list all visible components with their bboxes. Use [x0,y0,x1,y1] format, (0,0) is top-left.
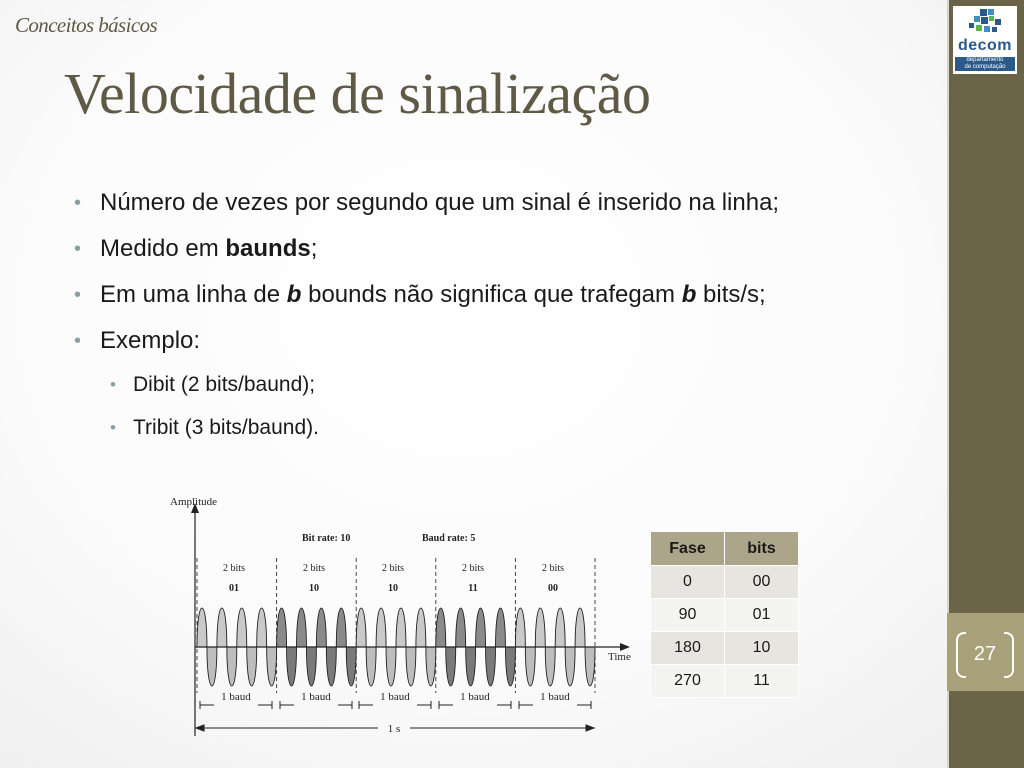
x-axis-label: Time [608,651,631,663]
wave-lobe [237,608,247,647]
wave-lobe [416,608,426,647]
x-axis-arrow [620,643,630,651]
logo-subtitle: departamento de computação [955,57,1015,71]
wave-lobe [486,647,496,686]
bullet-bold-term: baunds [225,235,311,262]
signal-diagram [160,488,640,744]
wave-lobe [426,647,436,686]
wave-lobe [287,647,297,686]
bullet-item [70,278,910,312]
wave-lobe [585,647,595,686]
bullet-italic-var: b [286,281,302,308]
bits-label: 2 bits [542,563,564,574]
table-row [651,599,799,632]
page-number: 27 [973,643,997,665]
bit-rate-label: Bit rate: 10 [302,533,351,544]
logo-name: decom [957,37,1013,54]
table-cell-bits: 11 [725,665,799,698]
slide-title: Velocidade de sinalização [64,61,651,126]
wave-lobe [366,647,376,686]
wave-lobe [505,647,515,686]
page-number-box [956,632,1014,676]
sub-bullet-item [70,370,910,400]
wave-lobe [555,608,565,647]
bullet-text: Exemplo: [100,327,201,354]
baud-label: 1 baud [460,691,490,703]
table-header-bits: bits [725,532,799,566]
wave-lobe [525,647,535,686]
wave-lobe [545,647,555,686]
wave-lobe [306,647,316,686]
wave-lobe [436,608,446,647]
wave-lobe [456,608,466,647]
baud-rate-label: Baud rate: 5 [422,533,476,544]
baud-label: 1 baud [301,691,331,703]
wave-lobe [277,608,287,647]
bullet-text: bounds não significa que trafegam [301,281,682,308]
table-cell-bits: 10 [725,632,799,665]
wave-lobe [466,647,476,686]
wave-lobe [197,608,207,647]
wave-lobe [227,647,237,686]
wave-lobe [207,647,217,686]
symbol-code: 11 [468,583,478,594]
wave-lobe [316,608,326,647]
bits-label: 2 bits [303,563,325,574]
baud-label: 1 baud [221,691,251,703]
table-cell-bits: 00 [725,566,799,599]
decom-logo [953,6,1017,74]
table-row [651,566,799,599]
table-cell-fase: 270 [651,665,725,698]
wave-lobe [267,647,277,686]
wave-lobe [496,608,506,647]
bullet-item [70,324,910,358]
wave-lobe [376,608,386,647]
wave-lobe [336,608,346,647]
symbol-code: 10 [309,583,319,594]
bullet-text: Em uma linha de [100,281,287,308]
wave-lobe [247,647,257,686]
bullet-list [70,186,910,456]
bullet-item [70,186,910,220]
table-header-fase: Fase [651,532,725,566]
wave-lobe [217,608,227,647]
table-row [651,632,799,665]
bits-label: 2 bits [462,563,484,574]
wave-lobe [257,608,267,647]
signal-waveform [197,558,595,693]
wave-lobe [446,647,456,686]
bits-label: 2 bits [223,563,245,574]
section-label: Conceitos básicos [15,13,158,37]
table-cell-fase: 180 [651,632,725,665]
wave-lobe [396,608,406,647]
wave-lobe [406,647,416,686]
symbol-code: 00 [548,583,558,594]
baud-label: 1 baud [380,691,410,703]
table-header-row [651,532,799,566]
phase-bits-table [650,531,799,698]
logo-mark-icon [967,8,1003,36]
wave-lobe [356,608,366,647]
bullet-text: bits/s; [696,281,766,308]
bullet-item [70,232,910,266]
wave-lobe [535,608,545,647]
wave-lobe [346,647,356,686]
y-axis-label: Amplitude [170,496,218,508]
sub-bullet-text: Tribit (3 bits/baund). [133,416,319,439]
table-row [651,665,799,698]
sub-bullet-item [70,413,910,443]
bullet-text: Número de vezes por segundo que um sinal é inserido na linha; [100,189,780,216]
wave-lobe [565,647,575,686]
symbol-code: 10 [388,583,398,594]
bullet-italic-var: b [681,281,697,308]
baud-label: 1 baud [540,691,570,703]
bullet-text: ; [310,235,318,262]
table-cell-fase: 90 [651,599,725,632]
wave-lobe [297,608,307,647]
bullet-text: Medido em [100,235,226,262]
wave-lobe [515,608,525,647]
symbol-code: 01 [229,583,239,594]
sub-bullet-text: Dibit (2 bits/baund); [133,373,316,396]
wave-lobe [575,608,585,647]
wave-lobe [386,647,396,686]
table-cell-bits: 01 [725,599,799,632]
table-cell-fase: 0 [651,566,725,599]
duration-label: 1 s [387,723,401,735]
wave-lobe [326,647,336,686]
wave-lobe [476,608,486,647]
bits-label: 2 bits [382,563,404,574]
